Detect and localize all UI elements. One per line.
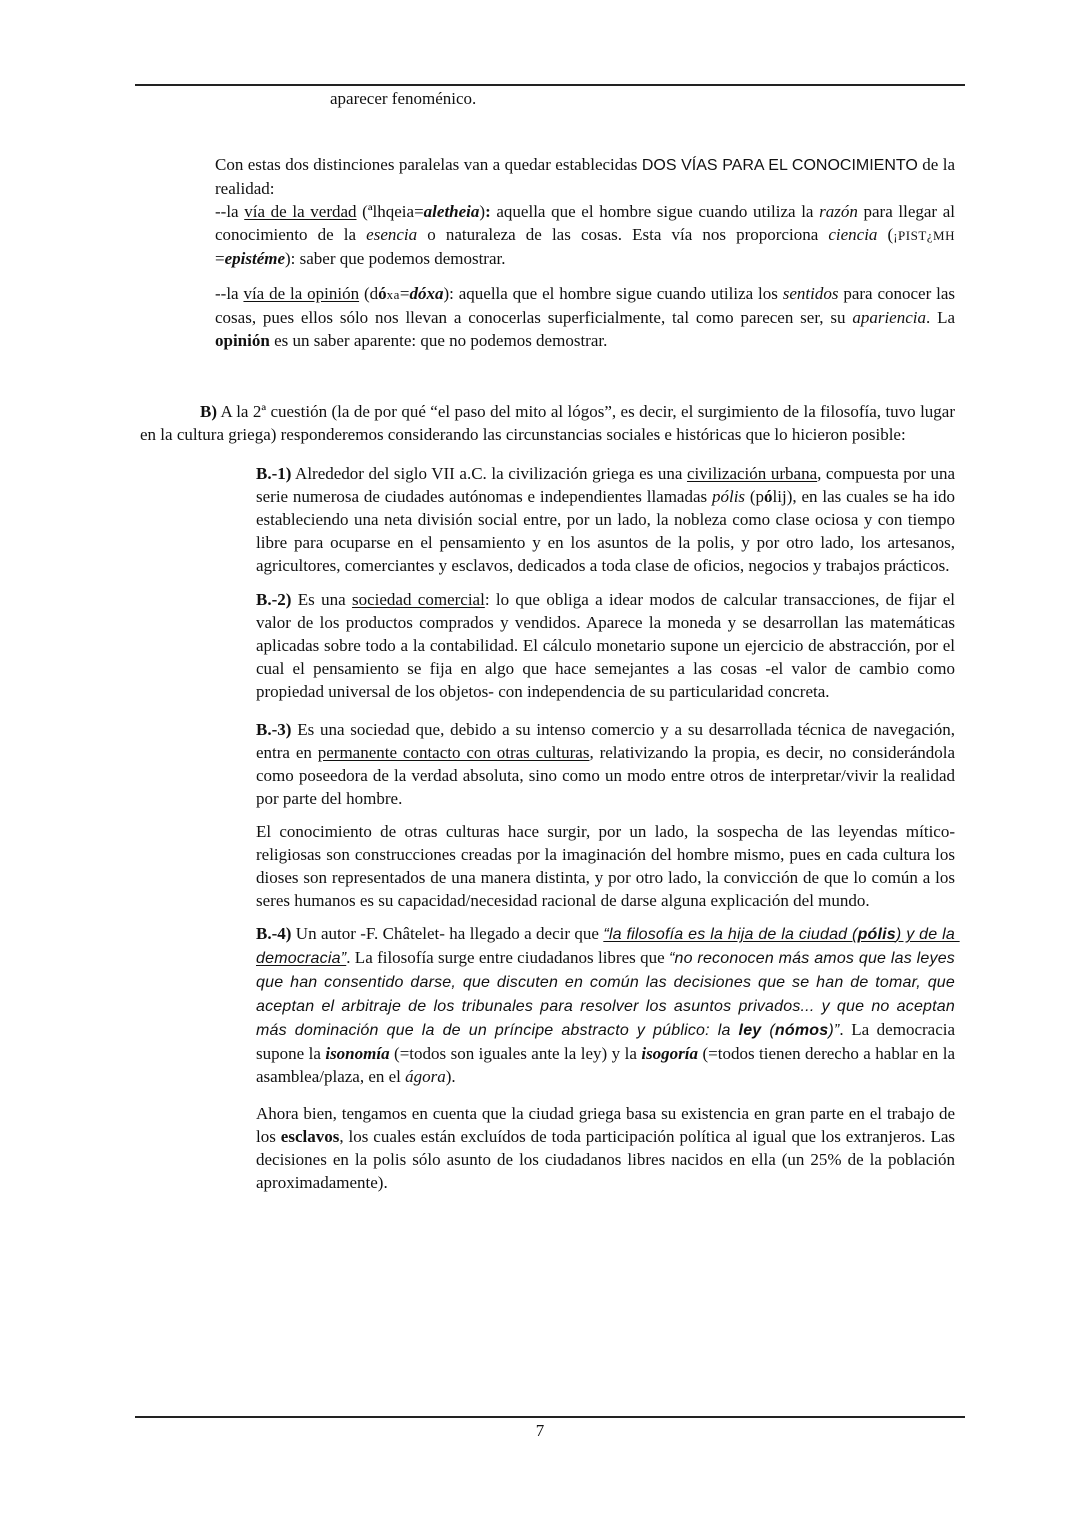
- text-segment: xa: [386, 287, 400, 302]
- text-segment: “no reconocen más amos que las leyes que han consentido darse, que discuten en común las decisiones que se han de tomar, que aceptan el arbitraje de los tribunales para resolver los asuntos privados... y que no aceptan más dominación que la de un príncipe abstracto y público: la: [256, 950, 960, 1039]
- text-segment: esencia: [366, 225, 418, 244]
- paragraph-via-de-la-opinion: [215, 282, 960, 352]
- text-segment: lhqeia: [372, 202, 415, 221]
- text-segment: es un saber aparente: que no podemos demostrar.: [269, 331, 608, 350]
- text-segment: A la 2ª cuestión (la de por qué “el paso del mito al lógos”, es decir, el surgimiento de la filosofía, tuvo lugar en la cultura griega) responderemos considerando las circunstancias sociales e históricas que lo hicieron posible:: [140, 402, 960, 444]
- text-segment: permanente contacto con otras culturas: [317, 743, 590, 762]
- page-body: [0, 145, 1080, 1194]
- text-segment: isonomía: [325, 1044, 390, 1063]
- text-segment: , los cuales están excluídos de toda participación política al igual que los extranjeros. Las decisiones en la polis sólo asunto de los ciudadanos libres nacidos en ella (un 25% de la población aproximadamente).: [256, 1127, 960, 1192]
- text-segment: Con estas dos distinciones paralelas van a quedar establecidas: [215, 155, 642, 174]
- page-number: 7: [535, 1421, 545, 1440]
- text-segment: (: [877, 225, 894, 244]
- text-segment: DOS VÍAS PARA EL CONOCIMIENTO: [641, 157, 918, 174]
- text-segment: ciencia: [828, 225, 878, 244]
- text-segment: (d: [359, 284, 379, 303]
- text-segment: para conocer las cosas, pues ellos sólo nos llevan a conocerlas superficialmente, tal como parecen ser, su: [215, 284, 960, 327]
- text-segment: de la realidad:: [215, 155, 960, 198]
- text-segment: (p: [745, 487, 765, 506]
- text-segment: =: [414, 202, 424, 221]
- text-segment: (=todos son iguales ante la ley) y la: [389, 1044, 642, 1063]
- text-segment: esclavos: [280, 1127, 340, 1146]
- text-segment: isogoría: [641, 1044, 699, 1063]
- text-segment: aletheia: [423, 202, 480, 221]
- text-segment: B.-4): [256, 924, 292, 943]
- text-segment: =: [399, 284, 410, 303]
- text-segment: pólis: [711, 487, 746, 506]
- top-horizontal-rule: [135, 84, 965, 86]
- text-segment: sentidos: [782, 284, 839, 303]
- text-segment: --la: [215, 202, 245, 221]
- paragraph-b3-contacto-culturas: [256, 718, 960, 810]
- text-segment: aquella que el hombre sigue cuando utiliza la: [490, 202, 820, 221]
- text-segment: , relativizando la propia, es decir, no considerándola como poseedora de la verdad absoluta, sino como un modo entre otros de interpretar/vivir la realidad por parte del hombre.: [256, 743, 960, 808]
- text-segment: (ª: [356, 202, 373, 221]
- paragraph-b4-chatelet: [256, 922, 960, 1088]
- paragraph-esclavos: [256, 1102, 960, 1194]
- text-segment: opinión: [215, 331, 270, 350]
- paragraph-b1-civilizacion-urbana: [256, 462, 960, 577]
- text-segment: sociedad comercial: [351, 590, 485, 609]
- text-segment: Alrededor del siglo VII a.C. la civilización griega es una: [291, 464, 687, 483]
- text-segment: epistéme: [224, 249, 286, 268]
- text-segment: B.-2): [256, 590, 292, 609]
- paragraph-b-segunda-cuestion: [140, 400, 960, 446]
- text-segment: B.-3): [256, 720, 292, 739]
- text-segment: )”: [828, 1022, 840, 1039]
- text-segment: ley: [738, 1022, 762, 1039]
- text-segment: . La: [925, 308, 960, 327]
- text-segment: ó: [378, 284, 387, 303]
- paragraph-via-de-la-verdad: [215, 200, 960, 270]
- text-segment: ) y de la democracia”: [256, 926, 960, 967]
- text-segment: Es una sociedad que, debido a su intenso comercio y a su desarrollada técnica de navegación, entra en: [256, 720, 960, 762]
- text-segment: vía de la opinión: [243, 284, 360, 303]
- text-segment: B.-1): [256, 464, 292, 483]
- bottom-horizontal-rule: [135, 1416, 965, 1418]
- text-segment: , compuesta por una serie numerosa de ciudades autónomas e independientes llamadas: [256, 464, 960, 506]
- text-segment: o naturaleza de las cosas. Esta vía nos proporciona: [417, 225, 829, 244]
- text-segment: nómos: [774, 1022, 829, 1039]
- text-segment: ¡PIST¿MH: [893, 228, 955, 243]
- text-segment: . La filosofía surge entre ciudadanos libres que: [346, 948, 669, 967]
- text-segment: ).: [445, 1067, 456, 1086]
- text-segment: B): [200, 402, 217, 421]
- text-segment: ): [479, 202, 486, 221]
- text-segment: para llegar al conocimiento de la: [215, 202, 960, 244]
- text-segment: pólis: [857, 926, 896, 943]
- text-segment: El conocimiento de otras culturas hace surgir, por un lado, la sospecha de las leyendas mítico-religiosas son construcciones creadas por la imaginación del hombre mismo, pues en cada cultura los dioses son representados de una manera distinta, y por otro lado, la convicción de que lo común a los seres humanos es su capacidad/necesidad racional de darse alguna explicación del mundo.: [256, 822, 960, 910]
- text-segment: : lo que obliga a idear modos de calcular transacciones, de fijar el valor de los productos comprados y vendidos. Aparece la moneda y se desarrollan las matemáticas aplicadas sobre todo a la contabilidad. El cálculo monetario supone un ejercicio de abstracción, por el cual el pensamiento se fija en algo que hace semejantes a las cosas -el valor de cambio como propiedad universal de los objetos- con independencia de su particularidad concreta.: [256, 590, 960, 701]
- paragraph-intro-dos-vias: [215, 153, 960, 200]
- carryover-line: aparecer fenoménico.: [330, 89, 477, 108]
- text-segment: Es una: [291, 590, 352, 609]
- text-segment: . La democracia supone la: [256, 1020, 960, 1063]
- paragraph-b2-sociedad-comercial: [256, 588, 960, 703]
- text-segment: apariencia: [852, 308, 926, 327]
- text-segment: ágora: [405, 1067, 446, 1086]
- text-segment: dóxa: [409, 284, 444, 303]
- text-segment: “la filosofía es la hija de la ciudad (: [603, 926, 858, 943]
- text-segment: ó: [764, 487, 773, 506]
- text-segment: vía de la verdad: [244, 202, 357, 221]
- text-segment: Ahora bien, tengamos en cuenta que la ciudad griega basa su existencia en gran parte en el trabajo de los: [256, 1104, 960, 1146]
- text-segment: =: [215, 225, 960, 268]
- text-segment: lij), en las cuales se ha ido estableciendo una neta división social entre, por un lado, la nobleza como clase ociosa y con tiempo libre para ocuparse en el pensamiento y en los asuntos de la polis, y por otro lado, los artesanos, agricultores, comerciantes y esclavos, dedicados a toda clase de oficios, negocios y trabajos prácticos.: [256, 487, 960, 575]
- text-segment: civilización urbana: [686, 464, 818, 483]
- text-segment: razón: [819, 202, 858, 221]
- text-segment: :: [485, 202, 491, 221]
- text-segment: (: [761, 1022, 775, 1039]
- text-segment: --la: [215, 284, 244, 303]
- text-segment: Un autor -F. Châtelet- ha llegado a decir que: [291, 924, 604, 943]
- text-segment: ): saber que podemos demostrar.: [285, 249, 506, 268]
- text-segment: (=todos tienen derecho a hablar en la asamblea/plaza, en el: [256, 1044, 960, 1086]
- paragraph-conocimiento-otras-culturas: [256, 820, 960, 912]
- text-segment: ): aquella que el hombre sigue cuando utiliza los: [443, 284, 783, 303]
